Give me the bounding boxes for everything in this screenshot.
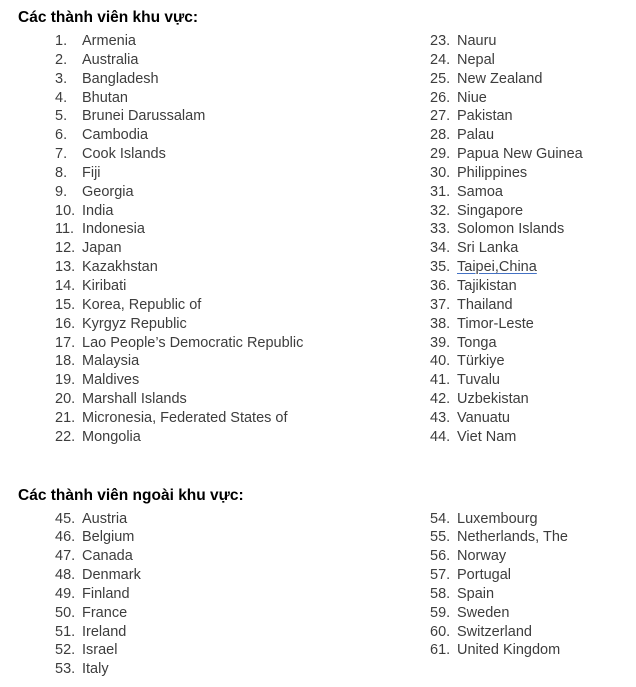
country-name: Nepal bbox=[457, 51, 495, 68]
list-item bbox=[55, 428, 430, 447]
regional-members-column-2 bbox=[430, 32, 636, 447]
list-item-number: 27. bbox=[430, 108, 451, 125]
list-item bbox=[430, 641, 636, 660]
list-item-number: 25. bbox=[430, 70, 451, 87]
country-name: Timor-Leste bbox=[457, 315, 534, 332]
list-item bbox=[430, 547, 636, 566]
country-name: Solomon Islands bbox=[457, 221, 565, 238]
list-item bbox=[430, 585, 636, 604]
list-item-number: 43. bbox=[430, 409, 451, 426]
country-name: Tajikistan bbox=[457, 277, 517, 294]
country-name: Vanuatu bbox=[457, 409, 510, 426]
list-item bbox=[430, 315, 636, 334]
list-item-number: 61. bbox=[430, 642, 451, 659]
country-name: Spain bbox=[457, 585, 495, 602]
list-item bbox=[430, 89, 636, 108]
list-item bbox=[430, 428, 636, 447]
list-item-number: 41. bbox=[430, 372, 451, 389]
list-item bbox=[55, 220, 430, 239]
country-name: Austria bbox=[82, 510, 128, 527]
list-item-number: 2. bbox=[55, 51, 68, 68]
list-item-number: 8. bbox=[55, 164, 68, 181]
country-name: Thailand bbox=[457, 296, 513, 313]
country-name: Uzbekistan bbox=[457, 391, 529, 408]
list-item bbox=[55, 126, 430, 145]
list-item-number: 14. bbox=[55, 277, 76, 294]
country-name: Norway bbox=[457, 548, 507, 565]
country-name: Kazakhstan bbox=[82, 259, 158, 276]
nonregional-members-column-2 bbox=[430, 510, 636, 680]
list-item bbox=[430, 352, 636, 371]
country-name: Türkiye bbox=[457, 353, 505, 370]
list-item bbox=[55, 528, 430, 547]
country-name: Micronesia, Federated States of bbox=[82, 409, 288, 426]
list-item-number: 18. bbox=[55, 353, 76, 370]
list-item-number: 46. bbox=[55, 529, 76, 546]
list-item-number: 44. bbox=[430, 428, 451, 445]
country-name: Mongolia bbox=[82, 428, 141, 445]
section-nonregional-members bbox=[0, 447, 636, 680]
list-item-number: 55. bbox=[430, 529, 451, 546]
list-item bbox=[55, 32, 430, 51]
country-name: India bbox=[82, 202, 114, 219]
list-item bbox=[55, 585, 430, 604]
country-name: Australia bbox=[82, 51, 139, 68]
country-name: Indonesia bbox=[82, 221, 145, 238]
list-item bbox=[55, 604, 430, 623]
list-item bbox=[55, 51, 430, 70]
list-item bbox=[430, 32, 636, 51]
list-item bbox=[430, 510, 636, 529]
list-item-number: 51. bbox=[55, 623, 76, 640]
country-name: Lao People’s Democratic Republic bbox=[82, 334, 304, 351]
list-item-number: 34. bbox=[430, 240, 451, 257]
country-name: Tonga bbox=[457, 334, 497, 351]
country-name: Denmark bbox=[82, 567, 141, 584]
list-item-number: 20. bbox=[55, 391, 76, 408]
list-item-number: 54. bbox=[430, 510, 451, 527]
list-item-number: 4. bbox=[55, 89, 68, 106]
country-name: Ireland bbox=[82, 623, 127, 640]
list-item bbox=[430, 623, 636, 642]
list-item-number: 37. bbox=[430, 296, 451, 313]
list-item bbox=[55, 510, 430, 529]
list-item-number: 22. bbox=[55, 428, 76, 445]
list-item bbox=[55, 334, 430, 353]
list-item bbox=[430, 258, 636, 277]
list-item bbox=[55, 164, 430, 183]
list-item-number: 24. bbox=[430, 51, 451, 68]
list-item-number: 13. bbox=[55, 259, 76, 276]
list-item-number: 50. bbox=[55, 604, 76, 621]
country-name: Finland bbox=[82, 585, 130, 602]
list-item bbox=[55, 183, 430, 202]
country-name: Sweden bbox=[457, 604, 510, 621]
country-name: Portugal bbox=[457, 567, 512, 584]
list-item bbox=[430, 145, 636, 164]
list-item bbox=[55, 352, 430, 371]
list-item-number: 30. bbox=[430, 164, 451, 181]
list-item bbox=[430, 528, 636, 547]
list-item bbox=[430, 164, 636, 183]
list-item-number: 12. bbox=[55, 240, 76, 257]
country-name: Samoa bbox=[457, 183, 503, 200]
list-item-number: 57. bbox=[430, 567, 451, 584]
list-item-number: 17. bbox=[55, 334, 76, 351]
country-name: Tuvalu bbox=[457, 372, 500, 389]
list-item-number: 7. bbox=[55, 146, 68, 163]
nonregional-members-columns bbox=[0, 510, 636, 680]
country-name: Canada bbox=[82, 548, 133, 565]
list-item bbox=[430, 202, 636, 221]
list-item bbox=[430, 183, 636, 202]
list-item-number: 47. bbox=[55, 548, 76, 565]
list-item-number: 36. bbox=[430, 277, 451, 294]
list-item bbox=[55, 145, 430, 164]
list-item-number: 16. bbox=[55, 315, 76, 332]
list-item bbox=[430, 604, 636, 623]
country-name: Italy bbox=[82, 661, 109, 678]
list-item bbox=[430, 371, 636, 390]
country-name: France bbox=[82, 604, 128, 621]
country-name: Netherlands, The bbox=[457, 529, 568, 546]
country-name: Japan bbox=[82, 240, 122, 257]
country-name: Viet Nam bbox=[457, 428, 517, 445]
list-item-number: 42. bbox=[430, 391, 451, 408]
list-item-number: 10. bbox=[55, 202, 76, 219]
list-item-number: 49. bbox=[55, 585, 76, 602]
country-name: Belgium bbox=[82, 529, 135, 546]
country-name: Marshall Islands bbox=[82, 391, 187, 408]
country-name: Singapore bbox=[457, 202, 524, 219]
list-item bbox=[55, 70, 430, 89]
country-name: Bangladesh bbox=[82, 70, 159, 87]
list-item bbox=[55, 315, 430, 334]
list-item bbox=[430, 277, 636, 296]
list-item-number: 3. bbox=[55, 70, 68, 87]
list-item-number: 19. bbox=[55, 372, 76, 389]
list-item bbox=[55, 547, 430, 566]
list-item bbox=[55, 623, 430, 642]
list-item bbox=[55, 390, 430, 409]
list-item-number: 45. bbox=[55, 510, 76, 527]
list-item bbox=[55, 566, 430, 585]
list-item-number: 1. bbox=[55, 33, 68, 49]
country-name: Maldives bbox=[82, 372, 140, 389]
country-name: Papua New Guinea bbox=[457, 146, 583, 163]
country-name: Brunei Darussalam bbox=[82, 108, 206, 125]
list-item-number: 48. bbox=[55, 567, 76, 584]
list-item bbox=[430, 566, 636, 585]
list-item bbox=[55, 89, 430, 108]
country-name: Niue bbox=[457, 89, 487, 106]
list-item bbox=[55, 409, 430, 428]
list-item-number: 39. bbox=[430, 334, 451, 351]
list-item-number: 5. bbox=[55, 108, 68, 125]
country-name: Cook Islands bbox=[82, 146, 166, 163]
list-item-number: 52. bbox=[55, 642, 76, 659]
country-name: Kiribati bbox=[82, 277, 127, 294]
list-item-number: 11. bbox=[55, 221, 75, 238]
list-item bbox=[430, 334, 636, 353]
country-name: Switzerland bbox=[457, 623, 532, 640]
list-item-number: 31. bbox=[430, 183, 451, 200]
nonregional-members-column-1 bbox=[0, 510, 430, 680]
list-item-number: 40. bbox=[430, 353, 451, 370]
list-item-number: 58. bbox=[430, 585, 451, 602]
list-item-number: 53. bbox=[55, 661, 76, 678]
country-name: Nauru bbox=[457, 33, 497, 49]
list-item bbox=[55, 296, 430, 315]
list-item-number: 59. bbox=[430, 604, 451, 621]
country-name: Philippines bbox=[457, 164, 528, 181]
list-item bbox=[55, 258, 430, 277]
list-item bbox=[55, 239, 430, 258]
country-name: Korea, Republic of bbox=[82, 296, 202, 313]
country-name: Palau bbox=[457, 127, 495, 144]
list-item-number: 33. bbox=[430, 221, 451, 238]
list-item bbox=[430, 70, 636, 89]
list-item-number: 32. bbox=[430, 202, 451, 219]
list-item bbox=[430, 126, 636, 145]
list-item-number: 21. bbox=[55, 409, 76, 426]
country-name: United Kingdom bbox=[457, 642, 561, 659]
list-item-number: 9. bbox=[55, 183, 68, 200]
list-item-number: 29. bbox=[430, 146, 451, 163]
regional-members-heading: Các thành viên khu vực: bbox=[18, 9, 199, 26]
list-item bbox=[55, 371, 430, 390]
list-item bbox=[430, 409, 636, 428]
list-item-number: 23. bbox=[430, 33, 451, 49]
list-item-number: 38. bbox=[430, 315, 451, 332]
country-name: Malaysia bbox=[82, 353, 140, 370]
list-item bbox=[55, 641, 430, 660]
list-item-number: 6. bbox=[55, 127, 68, 144]
country-name: Cambodia bbox=[82, 127, 149, 144]
list-item-number: 56. bbox=[430, 548, 451, 565]
list-item-number: 28. bbox=[430, 127, 451, 144]
country-name: Armenia bbox=[82, 33, 136, 49]
country-name: Fiji bbox=[82, 164, 101, 181]
list-item bbox=[55, 660, 430, 679]
regional-members-column-1 bbox=[0, 32, 430, 447]
regional-members-columns bbox=[0, 32, 636, 447]
country-name: Sri Lanka bbox=[457, 240, 519, 257]
list-item bbox=[55, 107, 430, 126]
country-link[interactable]: Taipei,China bbox=[457, 259, 537, 276]
list-item bbox=[55, 202, 430, 221]
list-item bbox=[430, 107, 636, 126]
list-item-number: 26. bbox=[430, 89, 451, 106]
country-name: Luxembourg bbox=[457, 510, 538, 527]
country-name: Kyrgyz Republic bbox=[82, 315, 187, 332]
list-item-number: 35. bbox=[430, 259, 451, 276]
list-item bbox=[430, 51, 636, 70]
list-item bbox=[430, 296, 636, 315]
country-name: Georgia bbox=[82, 183, 134, 200]
list-item-number: 15. bbox=[55, 296, 76, 313]
country-name: Israel bbox=[82, 642, 118, 659]
country-name: New Zealand bbox=[457, 70, 543, 87]
list-item bbox=[430, 239, 636, 258]
list-item-number: 60. bbox=[430, 623, 451, 640]
nonregional-members-heading: Các thành viên ngoài khu vực: bbox=[18, 486, 244, 504]
country-name: Pakistan bbox=[457, 108, 513, 125]
list-item bbox=[55, 277, 430, 296]
country-name: Bhutan bbox=[82, 89, 128, 106]
list-item bbox=[430, 220, 636, 239]
list-item bbox=[430, 390, 636, 409]
